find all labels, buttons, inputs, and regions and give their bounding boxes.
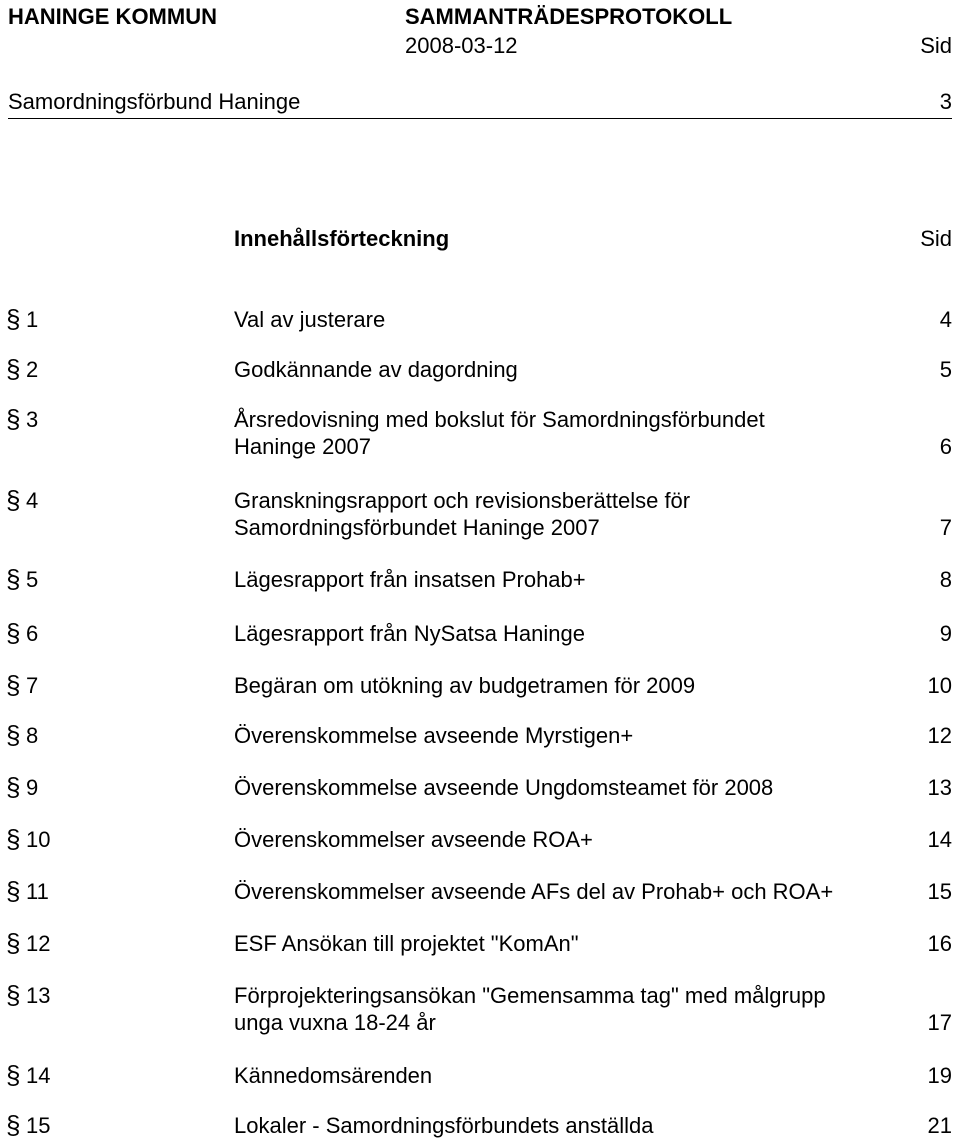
paragraph-symbol: §	[6, 720, 21, 750]
toc-entry-title-line: Lägesrapport från insatsen Prohab+	[234, 567, 586, 592]
toc-entry-number: 13	[26, 983, 51, 1008]
toc-entry-title-line: Kännedomsärenden	[234, 1063, 433, 1088]
toc-entry-title-line: Godkännande av dagordning	[234, 357, 518, 382]
toc-entry-number: 4	[26, 488, 39, 513]
toc-entry-page: 12	[927, 723, 952, 748]
toc-entry-title-line: Årsredovisning med bokslut för Samordningsförbundet	[234, 407, 765, 432]
toc-entry-page: 10	[927, 673, 952, 698]
toc-entry-title-line: Begäran om utökning av budgetramen för 2009	[234, 673, 696, 698]
paragraph-symbol: §	[6, 304, 21, 334]
paragraph-symbol: §	[6, 876, 21, 906]
toc-entry-title-line: Samordningsförbundet Haninge 2007	[234, 515, 600, 540]
toc-entry-title-line: Haninge 2007	[234, 434, 372, 459]
toc-entry-title	[234, 487, 914, 541]
toc-entry-title-line: Överenskommelse avseende Myrstigen+	[234, 723, 634, 748]
toc-entry-title	[234, 982, 914, 1036]
toc-entry-page: 9	[939, 621, 952, 646]
organization-name: HANINGE KOMMUN	[8, 4, 217, 29]
toc-entry-title	[234, 930, 914, 957]
toc-entry-page: 4	[939, 307, 952, 332]
paragraph-symbol: §	[6, 824, 21, 854]
toc-entry-page: 8	[939, 567, 952, 592]
toc-entry-title-line: Val av justerare	[234, 307, 386, 332]
toc-title: Innehållsförteckning	[234, 226, 450, 251]
toc-entry-page: 14	[927, 827, 952, 852]
paragraph-symbol: §	[6, 670, 21, 700]
toc-entry-number: 11	[26, 879, 49, 904]
toc-entry-title	[234, 774, 914, 801]
toc-entry-page: 5	[939, 357, 952, 382]
toc-entry-number: 5	[26, 567, 39, 592]
toc-entry-title	[234, 826, 914, 853]
toc-entry-page: 16	[927, 931, 952, 956]
toc-entry-title	[234, 306, 914, 333]
paragraph-symbol: §	[6, 772, 21, 802]
toc-entry-title-line: Förprojekteringsansökan "Gemensamma tag" med målgrupp	[234, 983, 826, 1008]
toc-entry-page: 21	[927, 1113, 952, 1138]
toc-entry-number: 3	[26, 407, 39, 432]
toc-entry-number: 6	[26, 621, 39, 646]
toc-entry-title	[234, 878, 914, 905]
page-number: 3	[939, 89, 952, 114]
toc-entry-number: 14	[26, 1063, 51, 1088]
toc-entry-title-line: Lokaler - Samordningsförbundets anställda	[234, 1113, 654, 1138]
paragraph-symbol: §	[6, 1060, 21, 1090]
paragraph-symbol: §	[6, 928, 21, 958]
toc-entry-title	[234, 620, 914, 647]
toc-page-column-label: Sid	[920, 226, 952, 251]
paragraph-symbol: §	[6, 564, 21, 594]
toc-entry-title	[234, 722, 914, 749]
toc-entry-title	[234, 1112, 914, 1139]
paragraph-symbol: §	[6, 404, 21, 434]
toc-entry-number: 7	[26, 673, 39, 698]
toc-entry-title-line: Överenskommelser avseende AFs del av Prohab+ och ROA+	[234, 879, 834, 904]
toc-entry-number: 2	[26, 357, 39, 382]
paragraph-symbol: §	[6, 485, 21, 515]
paragraph-symbol: §	[6, 354, 21, 384]
toc-entry-title-line: Granskningsrapport och revisionsberättelse för	[234, 488, 691, 513]
toc-entry-title	[234, 566, 914, 593]
toc-entry-number: 9	[26, 775, 39, 800]
toc-entry-title-line: ESF Ansökan till projektet "KomAn"	[234, 931, 579, 956]
toc-entry-title	[234, 1062, 914, 1089]
toc-entry-title	[234, 356, 914, 383]
toc-entry-title	[234, 406, 914, 460]
header-divider	[8, 118, 952, 119]
toc-entry-page: 17	[927, 1010, 952, 1035]
toc-entry-title-line: Överenskommelse avseende Ungdomsteamet för 2008	[234, 775, 774, 800]
toc-entry-page: 15	[927, 879, 952, 904]
document-type: SAMMANTRÄDESPROTOKOLL	[405, 4, 733, 29]
meeting-date: 2008-03-12	[405, 33, 518, 58]
paragraph-symbol: §	[6, 618, 21, 648]
toc-entry-page: 6	[939, 434, 952, 459]
toc-entry-number: 8	[26, 723, 39, 748]
toc-entry-number: 10	[26, 827, 51, 852]
toc-entry-page: 13	[927, 775, 952, 800]
paragraph-symbol: §	[6, 1110, 21, 1140]
toc-entry-title-line: unga vuxna 18-24 år	[234, 1010, 436, 1035]
paragraph-symbol: §	[6, 980, 21, 1010]
toc-entry-number: 12	[26, 931, 51, 956]
toc-entry-title-line: Överenskommelser avseende ROA+	[234, 827, 593, 852]
page-label: Sid	[920, 33, 952, 58]
body-title: Samordningsförbund Haninge	[8, 89, 301, 114]
toc-entry-title-line: Lägesrapport från NySatsa Haninge	[234, 621, 585, 646]
toc-entry-number: 1	[26, 307, 39, 332]
toc-entry-number: 15	[26, 1113, 51, 1138]
toc-entry-page: 7	[939, 515, 952, 540]
toc-entry-page: 19	[927, 1063, 952, 1088]
toc-entry-title	[234, 672, 914, 699]
